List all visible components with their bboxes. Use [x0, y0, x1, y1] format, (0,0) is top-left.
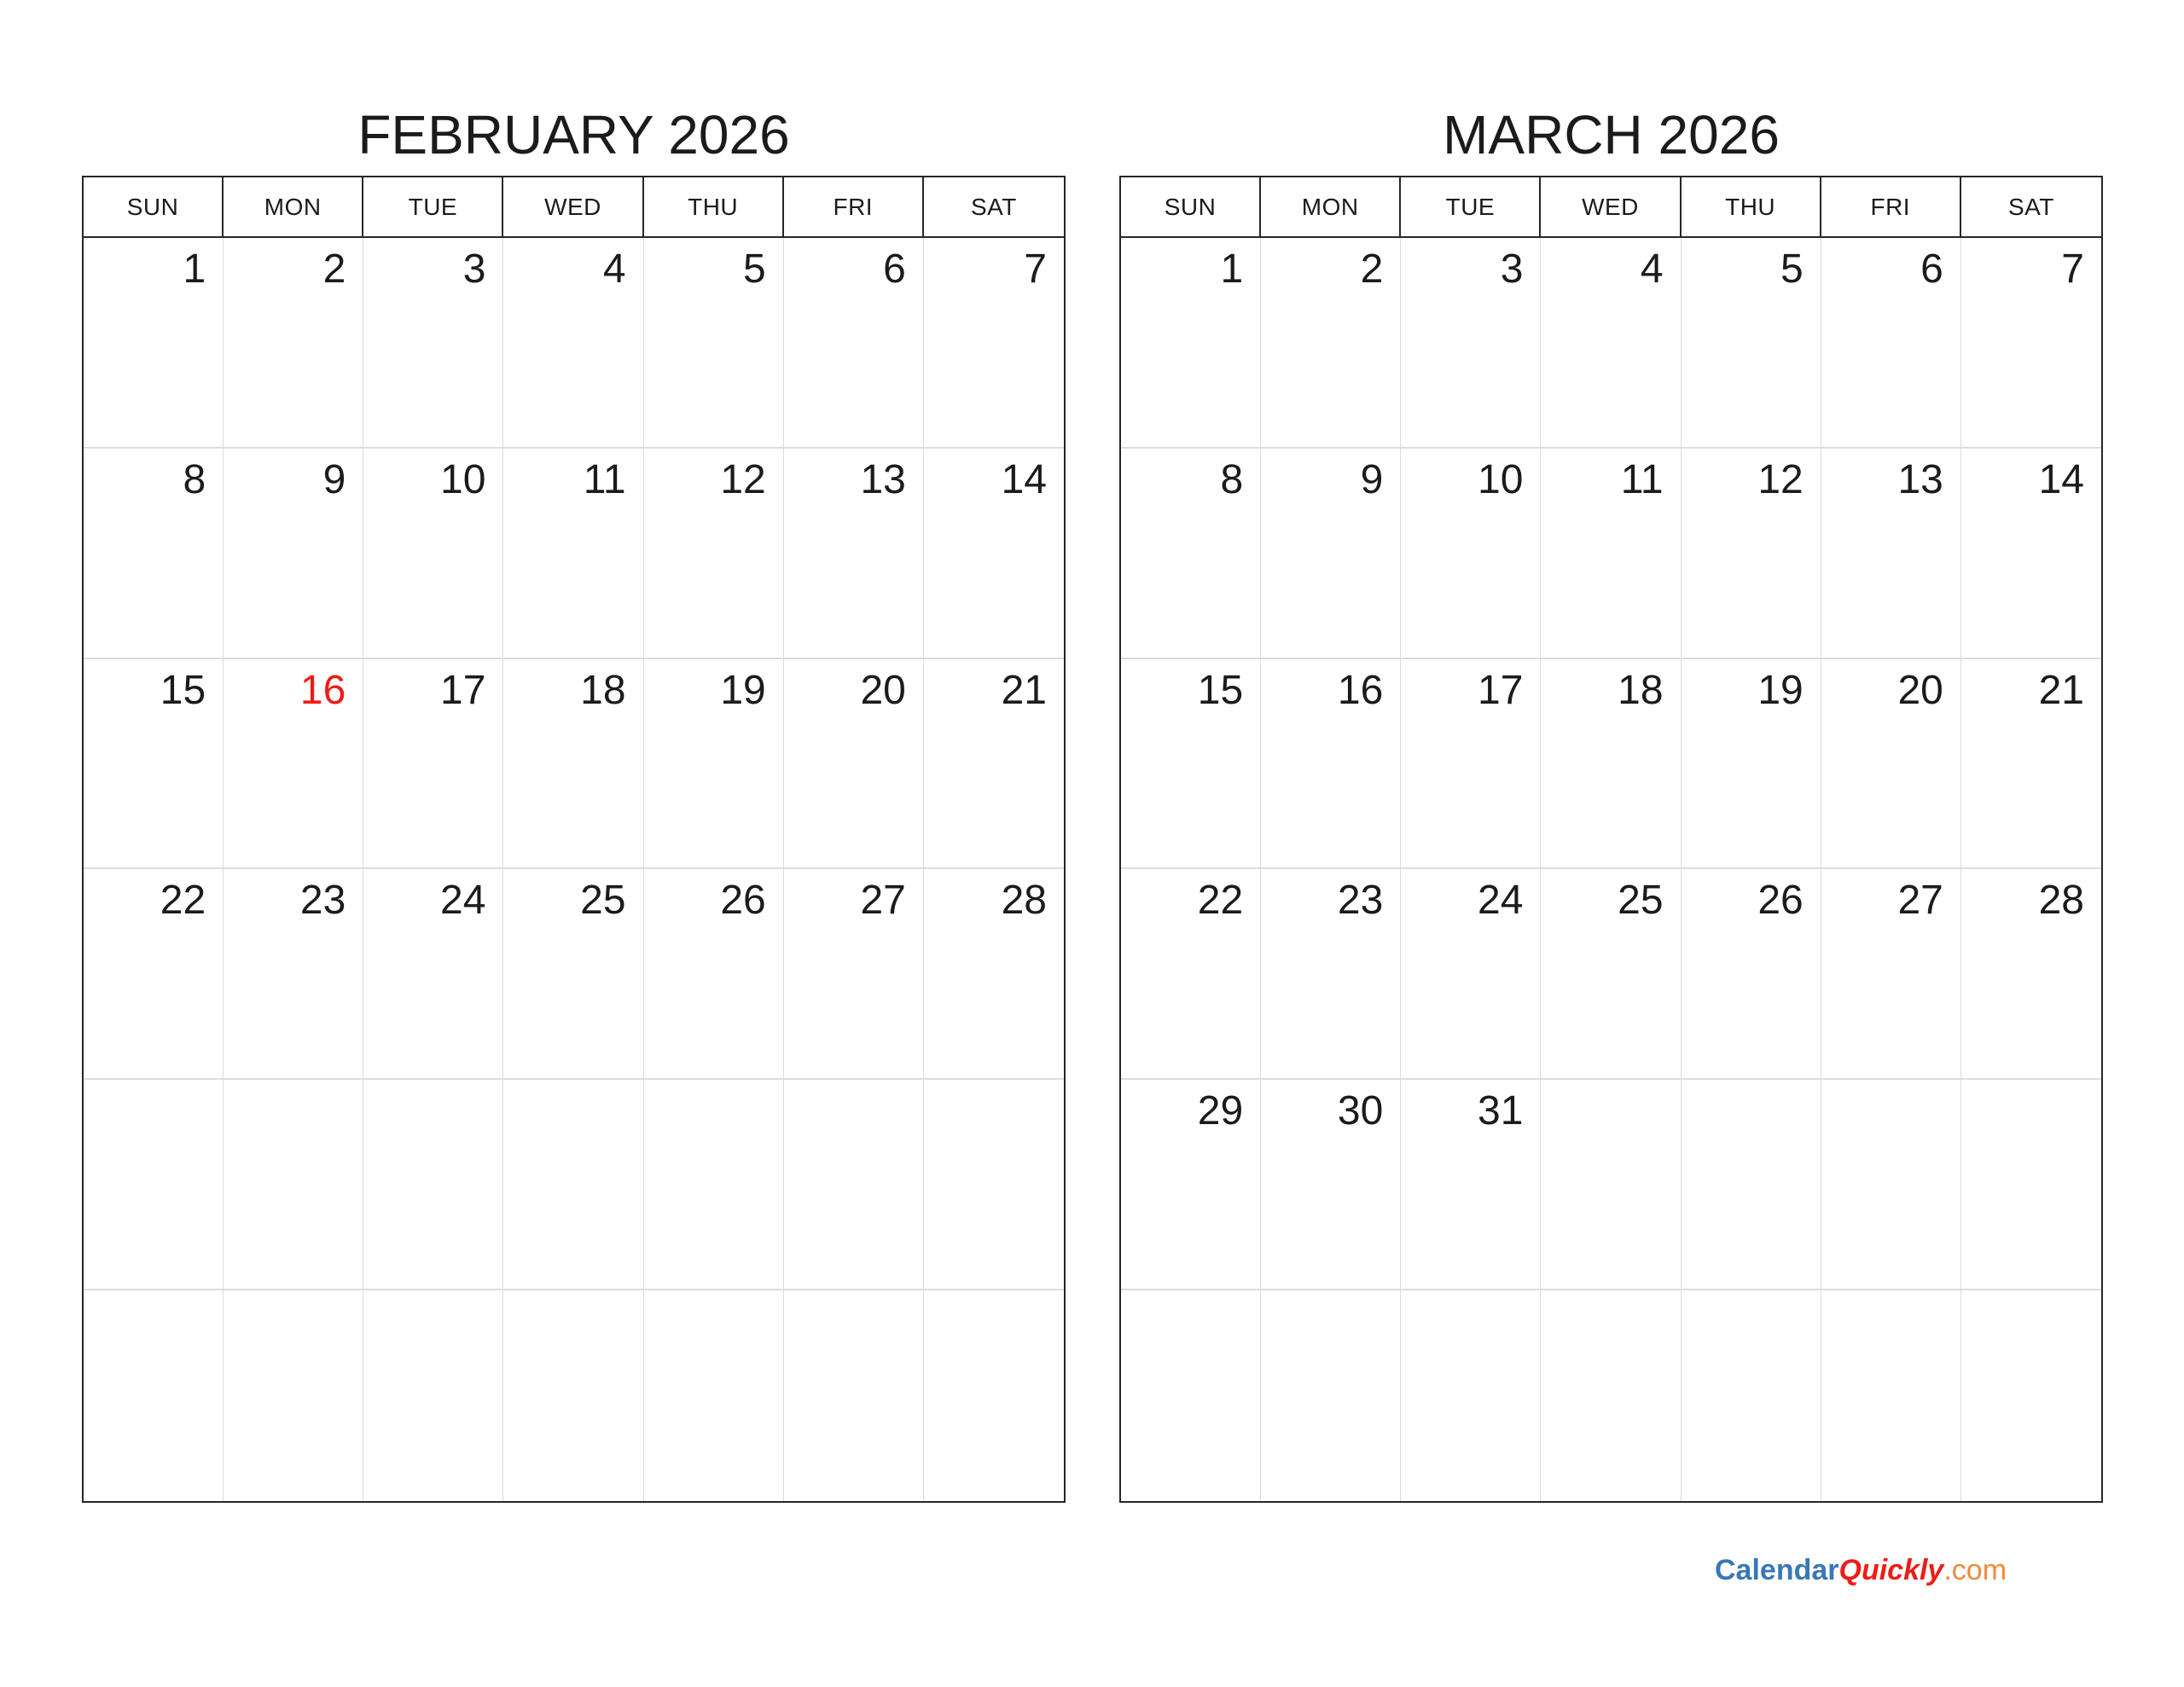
week-row: [84, 449, 1064, 659]
day-number: 25: [1618, 878, 1664, 924]
day-number: 25: [580, 878, 626, 924]
day-cell-5: [1682, 238, 1821, 447]
day-cell-empty: [1121, 1290, 1261, 1501]
day-cell-16: [224, 659, 363, 868]
day-cell-empty: [84, 1290, 224, 1501]
day-header-wed: WED: [1541, 177, 1681, 236]
day-cell-22: [1121, 869, 1261, 1078]
day-header-sat: SAT: [970, 193, 1017, 220]
day-cell-empty: [1961, 1080, 2101, 1289]
day-number: 12: [1757, 456, 1804, 502]
day-header-row: [1121, 177, 2101, 238]
day-cell-14: [924, 449, 1064, 658]
day-cell-21: [1961, 659, 2101, 868]
day-cell-5: [644, 238, 784, 447]
day-number: 14: [2038, 456, 2084, 502]
day-header-mon: MON: [224, 177, 363, 236]
day-number: 1: [183, 246, 206, 292]
day-cell-9: [224, 449, 363, 658]
day-cell-15: [84, 659, 224, 868]
day-number: 2: [1360, 246, 1384, 292]
day-number: 19: [1757, 667, 1804, 713]
day-cell-7: [1961, 238, 2101, 447]
day-number: 18: [580, 667, 626, 713]
day-number: 11: [583, 456, 626, 502]
day-header-sat: SAT: [2007, 193, 2054, 220]
week-row: [1121, 1290, 2101, 1501]
day-number: 9: [322, 456, 346, 502]
logo-quickly-text: Quickly: [1838, 1554, 1944, 1586]
day-cell-13: [1821, 449, 1961, 658]
day-number: 26: [1757, 878, 1804, 924]
footer-logo[interactable]: [1715, 1554, 2007, 1587]
day-number: 5: [1780, 246, 1804, 292]
day-number: 17: [440, 667, 486, 713]
day-cell-empty: [503, 1290, 643, 1501]
day-cell-24: [363, 869, 503, 1078]
day-cell-empty: [224, 1080, 363, 1289]
day-number: 31: [1478, 1088, 1524, 1134]
week-row: [84, 238, 1064, 449]
day-number: 6: [1920, 246, 1943, 292]
day-cell-20: [784, 659, 924, 868]
day-number: 20: [1897, 667, 1943, 713]
week-row: [84, 1290, 1064, 1501]
day-number: 24: [1478, 878, 1524, 924]
day-number: 4: [602, 246, 626, 292]
day-number: 10: [440, 456, 486, 502]
day-cell-empty: [1961, 1290, 2101, 1501]
day-cell-empty: [1261, 1290, 1401, 1501]
day-header-tue: TUE: [363, 177, 503, 236]
week-row: [84, 869, 1064, 1080]
day-cell-20: [1821, 659, 1961, 868]
day-cell-12: [1682, 449, 1821, 658]
day-number: 22: [160, 878, 206, 924]
day-cell-empty: [644, 1290, 784, 1501]
week-row: [1121, 449, 2101, 659]
day-number: 16: [1337, 667, 1384, 713]
week-row: [84, 659, 1064, 870]
day-header-fri: FRI: [784, 177, 924, 236]
day-cell-18: [503, 659, 643, 868]
week-row: [1121, 238, 2101, 449]
day-number: 3: [1500, 246, 1524, 292]
day-number: 22: [1197, 878, 1244, 924]
day-cell-empty: [1821, 1290, 1961, 1501]
day-cell-10: [363, 449, 503, 658]
day-cell-1: [84, 238, 224, 447]
day-cell-30: [1261, 1080, 1401, 1289]
day-cell-6: [784, 238, 924, 447]
day-number: 14: [1001, 456, 1047, 502]
day-cell-11: [1541, 449, 1681, 658]
day-cell-empty: [1821, 1080, 1961, 1289]
day-cell-2: [1261, 238, 1401, 447]
day-cell-25: [503, 869, 643, 1078]
day-cell-17: [1401, 659, 1541, 868]
day-number: 19: [720, 667, 766, 713]
day-cell-empty: [1541, 1080, 1681, 1289]
day-header-tue: TUE: [1401, 177, 1541, 236]
day-cell-12: [644, 449, 784, 658]
day-number: 21: [2038, 667, 2084, 713]
day-cell-11: [503, 449, 643, 658]
day-cell-3: [1401, 238, 1541, 447]
day-cell-empty: [924, 1290, 1064, 1501]
week-row: [84, 1080, 1064, 1290]
day-number: 28: [2038, 878, 2084, 924]
day-cell-9: [1261, 449, 1401, 658]
day-cell-26: [644, 869, 784, 1078]
day-header-mon: MON: [1261, 177, 1401, 236]
day-cell-7: [924, 238, 1064, 447]
month-grid-march: [1119, 176, 2103, 1503]
month-title-march: MARCH 2026: [1443, 104, 1780, 165]
day-cell-empty: [363, 1290, 503, 1501]
day-number: 13: [1897, 456, 1943, 502]
day-number: 13: [860, 456, 906, 502]
day-number: 1: [1220, 246, 1244, 292]
day-header-fri: FRI: [1821, 177, 1961, 236]
day-cell-6: [1821, 238, 1961, 447]
day-cell-24: [1401, 869, 1541, 1078]
day-cell-10: [1401, 449, 1541, 658]
day-number: 30: [1337, 1088, 1384, 1134]
day-cell-28: [924, 869, 1064, 1078]
day-cell-empty: [1401, 1290, 1541, 1501]
day-cell-21: [924, 659, 1064, 868]
day-cell-29: [1121, 1080, 1261, 1289]
day-number: 8: [183, 456, 206, 502]
day-number: 15: [1197, 667, 1244, 713]
week-row: [1121, 659, 2101, 870]
day-number: 28: [1001, 878, 1047, 924]
day-number: 18: [1618, 667, 1664, 713]
day-number: 6: [883, 246, 906, 292]
day-cell-27: [784, 869, 924, 1078]
day-number: 10: [1478, 456, 1524, 502]
logo-calendar-text: Calendar: [1715, 1554, 1839, 1586]
day-cell-17: [363, 659, 503, 868]
calendar-february-2026: [82, 94, 1066, 1503]
day-cell-19: [1682, 659, 1821, 868]
day-number-highlighted: 16: [299, 667, 346, 713]
month-title-february: FEBRUARY 2026: [357, 104, 790, 165]
day-number: 23: [299, 878, 346, 924]
day-cell-25: [1541, 869, 1681, 1078]
day-cell-empty: [1682, 1290, 1821, 1501]
day-number: 21: [1001, 667, 1047, 713]
day-number: 15: [160, 667, 206, 713]
day-number: 17: [1478, 667, 1524, 713]
day-cell-2: [224, 238, 363, 447]
day-number: 9: [1360, 456, 1384, 502]
day-number: 3: [462, 246, 486, 292]
day-cell-4: [503, 238, 643, 447]
day-number: 7: [1024, 246, 1047, 292]
month-grid-february: [82, 176, 1066, 1503]
day-number: 26: [720, 878, 766, 924]
day-header-sun: SUN: [84, 177, 224, 236]
day-cell-22: [84, 869, 224, 1078]
calendar-march-2026: [1119, 94, 2103, 1503]
day-number: 2: [322, 246, 346, 292]
day-cell-empty: [644, 1080, 784, 1289]
day-cell-empty: [224, 1290, 363, 1501]
day-number: 4: [1640, 246, 1664, 292]
day-cell-4: [1541, 238, 1681, 447]
day-cell-23: [224, 869, 363, 1078]
day-number: 27: [860, 878, 906, 924]
day-cell-15: [1121, 659, 1261, 868]
day-cell-empty: [1682, 1080, 1821, 1289]
day-number: 29: [1197, 1088, 1244, 1134]
day-number: 24: [440, 878, 486, 924]
day-cell-18: [1541, 659, 1681, 868]
day-cell-1: [1121, 238, 1261, 447]
day-cell-8: [1121, 449, 1261, 658]
day-cell-empty: [784, 1290, 924, 1501]
day-header-thu: THU: [1682, 177, 1821, 236]
day-number: 20: [860, 667, 906, 713]
day-header-row: [84, 177, 1064, 238]
day-cell-14: [1961, 449, 2101, 658]
week-row: [1121, 869, 2101, 1080]
day-header-sun: SUN: [1121, 177, 1261, 236]
day-cell-empty: [1541, 1290, 1681, 1501]
day-cell-empty: [84, 1080, 224, 1289]
day-number: 7: [2061, 246, 2084, 292]
day-cell-19: [644, 659, 784, 868]
logo-com-text: .com: [1943, 1554, 2007, 1586]
day-cell-28: [1961, 869, 2101, 1078]
day-cell-3: [363, 238, 503, 447]
day-cell-16: [1261, 659, 1401, 868]
day-cell-empty: [503, 1080, 643, 1289]
day-header-wed: WED: [503, 177, 643, 236]
day-cell-empty: [924, 1080, 1064, 1289]
day-number: 23: [1337, 878, 1384, 924]
day-cell-27: [1821, 869, 1961, 1078]
week-row: [1121, 1080, 2101, 1290]
day-cell-8: [84, 449, 224, 658]
day-number: 11: [1620, 456, 1664, 502]
day-cell-empty: [363, 1080, 503, 1289]
day-cell-26: [1682, 869, 1821, 1078]
day-number: 27: [1897, 878, 1943, 924]
day-cell-31: [1401, 1080, 1541, 1289]
day-header-thu: THU: [644, 177, 784, 236]
day-number: 5: [743, 246, 766, 292]
day-number: 12: [720, 456, 766, 502]
day-number: 8: [1220, 456, 1244, 502]
day-cell-empty: [784, 1080, 924, 1289]
day-cell-23: [1261, 869, 1401, 1078]
day-cell-13: [784, 449, 924, 658]
